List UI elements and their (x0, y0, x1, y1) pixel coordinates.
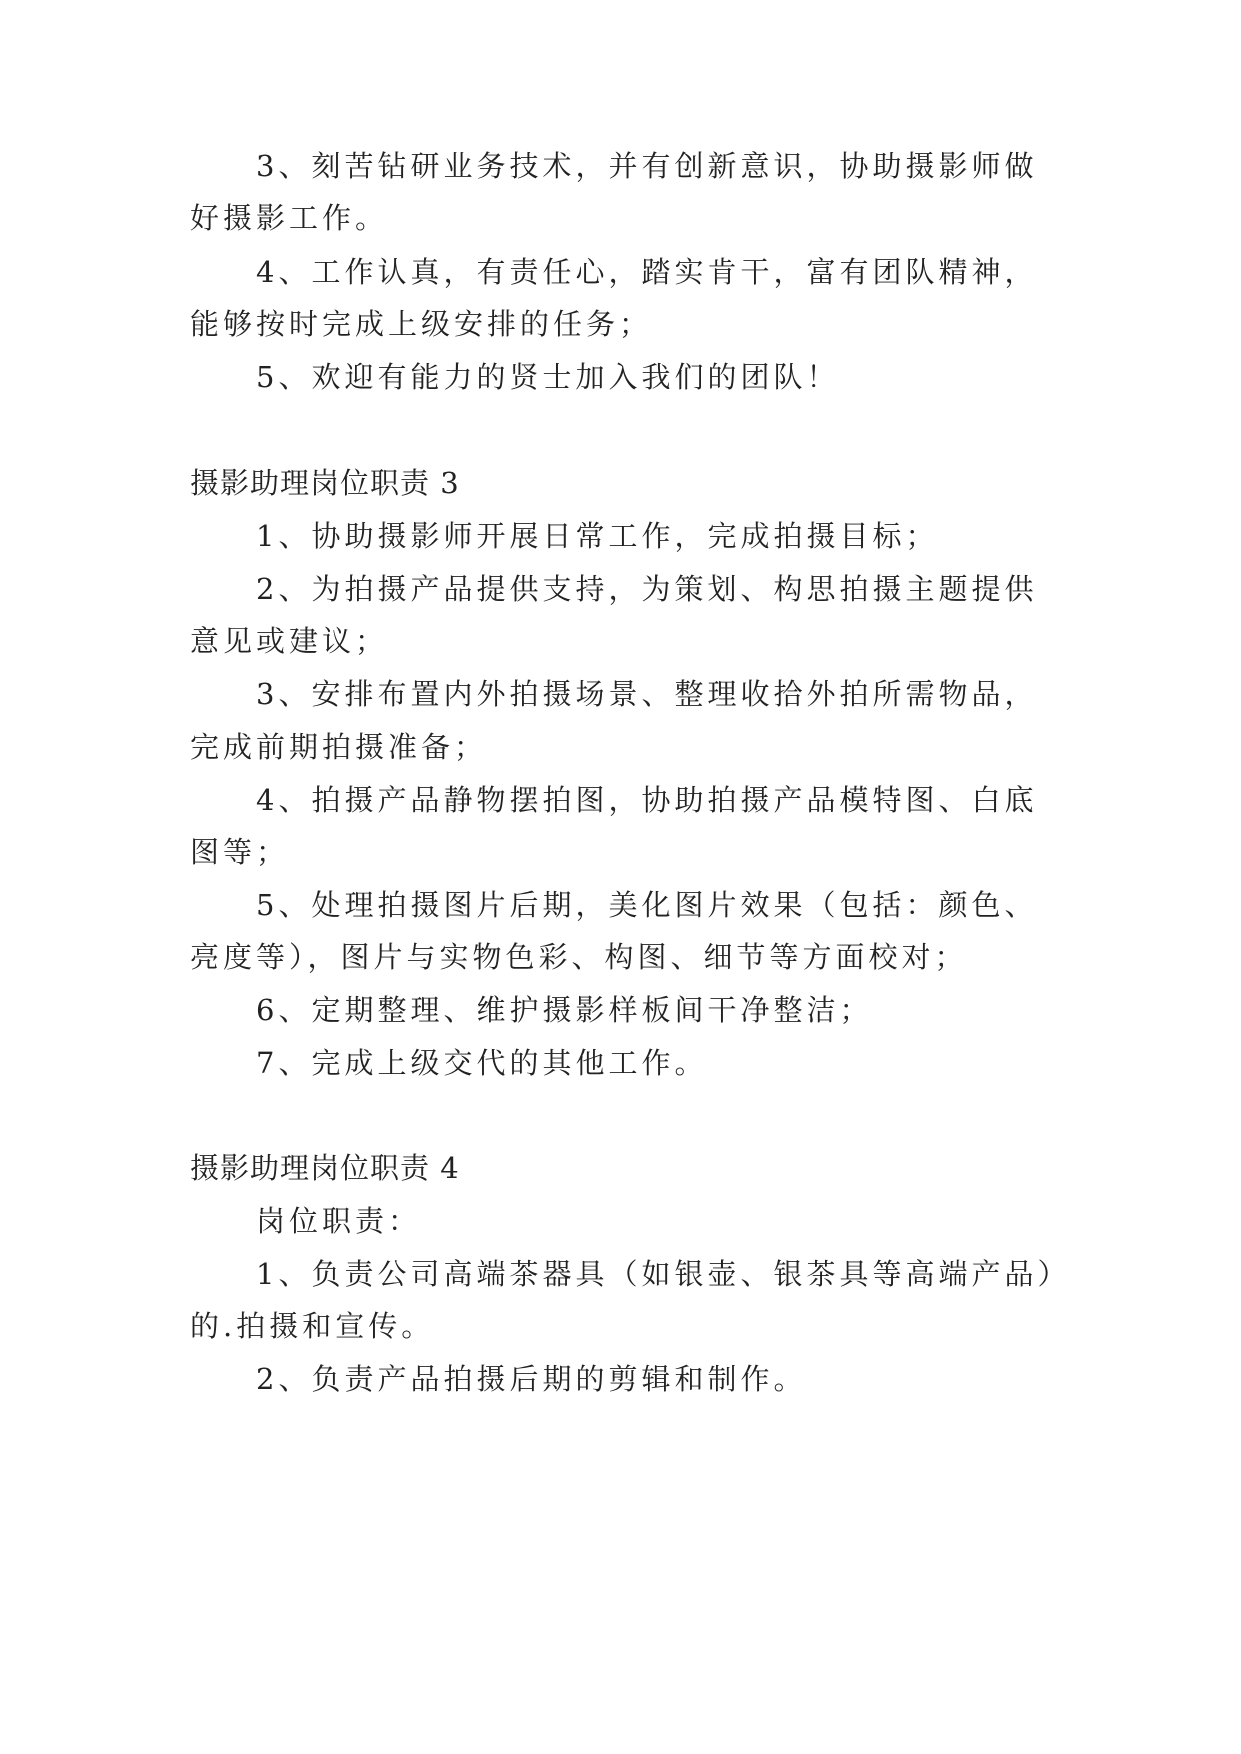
list-item-continuation: 图等； (190, 835, 290, 869)
list-item: 3、安排布置内外拍摄场景、整理收拾外拍所需物品， (256, 677, 1038, 711)
list-item: 2、负责产品拍摄后期的剪辑和制作。 (256, 1362, 807, 1396)
section-heading-3: 摄影助理岗位职责 3 (190, 466, 460, 500)
paragraph-line: 3、刻苦钻研业务技术，并有创新意识，协助摄影师做 (256, 149, 1038, 183)
list-item-continuation: 的.拍摄和宣传。 (190, 1309, 435, 1343)
list-item-continuation: 亮度等），图片与实物色彩、构图、细节等方面校对； (190, 940, 968, 974)
section-heading-4: 摄影助理岗位职责 4 (190, 1151, 460, 1185)
list-item: 2、为拍摄产品提供支持，为策划、构思拍摄主题提供 (256, 572, 1038, 606)
list-item: 5、处理拍摄图片后期，美化图片效果（包括：颜色、 (256, 888, 1038, 922)
list-item: 6、定期整理、维护摄影样板间干净整洁； (256, 993, 873, 1027)
list-item-continuation: 意见或建议； (190, 624, 389, 658)
paragraph-line: 能够按时完成上级安排的任务； (190, 307, 653, 341)
list-item: 7、完成上级交代的其他工作。 (256, 1046, 708, 1080)
subheading: 岗位职责： (256, 1204, 422, 1238)
list-item: 1、协助摄影师开展日常工作，完成拍摄目标； (256, 519, 939, 553)
paragraph-line: 5、欢迎有能力的贤士加入我们的团队！ (256, 360, 840, 394)
paragraph-line: 4、工作认真，有责任心，踏实肯干，富有团队精神， (256, 255, 1038, 289)
paragraph-line: 好摄影工作。 (190, 201, 389, 235)
list-item: 4、拍摄产品静物摆拍图，协助拍摄产品模特图、白底 (256, 783, 1038, 817)
list-item: 1、负责公司高端茶器具（如银壶、银茶具等高端产品） (256, 1257, 1071, 1291)
list-item-continuation: 完成前期拍摄准备； (190, 730, 488, 764)
